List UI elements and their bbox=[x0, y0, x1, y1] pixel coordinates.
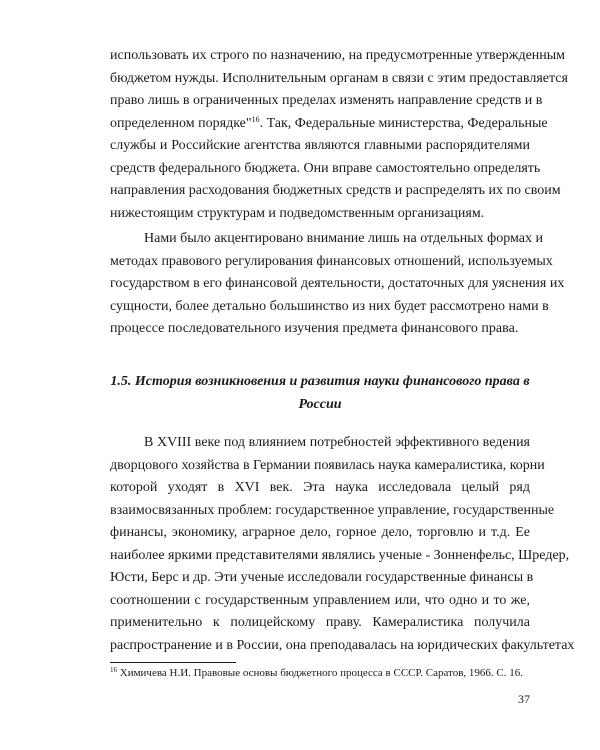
paragraph-line: взаимосвязанных проблем: государственное управление, государственные bbox=[110, 502, 555, 518]
paragraph-line: процессе последовательного изучения предмета финансового права. bbox=[110, 321, 519, 336]
paragraph-line: дворцового хозяйства в Германии появилась наука камералистика, корни bbox=[110, 457, 545, 473]
paragraph-line: сущности, более детально большинство из них будет рассмотрено нами в bbox=[110, 298, 549, 314]
footnote-divider bbox=[110, 662, 236, 663]
paragraph-line: методах правового регулирования финансовых отношений, используемых bbox=[110, 253, 553, 269]
paragraph-line: средств федерального бюджета. Они вправе самостоятельно определять bbox=[110, 160, 541, 176]
paragraph-2 bbox=[110, 228, 565, 341]
section-heading-line: 1.5. История возникновения и развития науки финансового права в bbox=[110, 374, 530, 389]
paragraph-line: финансы, экономику, аграрное дело, горное дело, торговлю и т.д. Ее bbox=[110, 525, 530, 540]
paragraph-1 bbox=[110, 45, 568, 225]
paragraph-line: службы и Российские агентства являются главными распорядителями bbox=[110, 138, 530, 153]
footnote bbox=[110, 666, 540, 680]
paragraph-line: которой уходят в XVI век. Эта наука исследовала целый ряд bbox=[110, 480, 530, 495]
paragraph-3 bbox=[110, 432, 575, 657]
paragraph-line: направления расходования бюджетных средств и распределять их по своим bbox=[110, 183, 561, 198]
paragraph-line: наиболее яркими представителями являлись ученые - Зонненфельс, Шредер, bbox=[110, 547, 570, 563]
section-heading bbox=[110, 371, 530, 416]
paragraph-line: В XVIII веке под влиянием потребностей эффективного ведения bbox=[144, 435, 530, 450]
section-heading-line: России bbox=[298, 396, 342, 412]
paragraph-line: распространение и в России, она преподавалась на юридических факультетах bbox=[110, 637, 575, 653]
page-number: 37 bbox=[518, 692, 530, 706]
paragraph-text: . Так, Федеральные министерства, Федеральные bbox=[259, 115, 548, 131]
paragraph-line: применительно к полицейскому праву. Камералистика получила bbox=[110, 615, 530, 630]
paragraph-line: государством в его финансовой деятельности, достаточных для уяснения их bbox=[110, 276, 565, 291]
paragraph-text: определенном порядке" bbox=[110, 115, 252, 131]
paragraph-line: бюджетом нужды. Исполнительным органам в связи с этим предоставляется bbox=[110, 70, 568, 86]
paragraph-line-with-footnote bbox=[110, 113, 548, 136]
footnote-number: 16 bbox=[110, 666, 117, 674]
paragraph-line: право лишь в ограниченных пределах изменять направление средств и в bbox=[110, 93, 543, 108]
paragraph-line: Юсти, Берс и др. Эти ученые исследовали государственные финансы в bbox=[110, 570, 534, 585]
footnote-text: Химичева Н.И. Правовые основы бюджетного процесса в СССР. Саратов, 1966. С. 16. bbox=[117, 667, 523, 679]
paragraph-line: нижестоящим структурам и подведомственным организациям. bbox=[110, 205, 485, 221]
paragraph-line: соотношении с государственным управлением или, что одно и то же, bbox=[110, 592, 530, 608]
footnote-reference[interactable]: 16 bbox=[251, 114, 260, 124]
paragraph-line: использовать их строго по назначению, на предусмотренные утвержденным bbox=[110, 48, 566, 63]
paragraph-line: Нами было акцентировано внимание лишь на отдельных формах и bbox=[144, 231, 543, 246]
